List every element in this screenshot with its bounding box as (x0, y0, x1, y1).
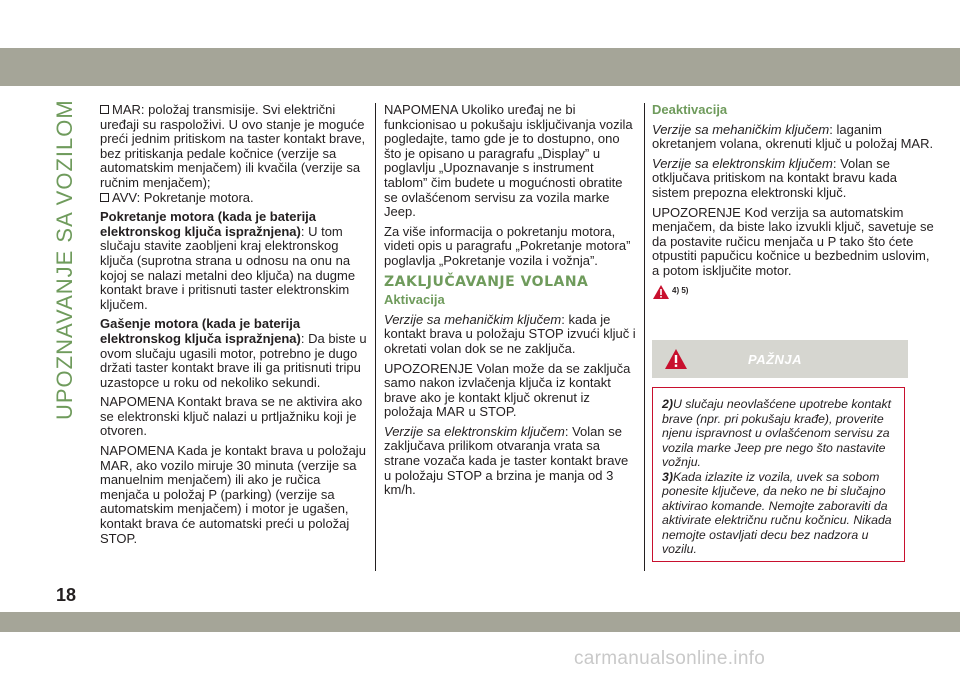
paragraph-electronic-unlock: Verzije sa elektronskim ključem: Volan se otključava pritiskom na kontakt bravu kada sistem prepozna elektronski ključ. (652, 155, 897, 200)
paragraph-stop-engine: Gašenje motora (kada je baterija elektronskog ključa ispražnjena): Da biste u ovom slučaju ugasili motor, potrebno je dugo držati taster kontakt brave ili ga pritisnuti tripu uzastopce u roku od nekoliko sekundi. (100, 316, 367, 390)
paragraph-electronic-key: Verzije sa elektronskim ključem: Volan se zaključava prilikom otvaranja vrata sa strane vozača kada je taster kontakt brave u položaju STOP a brzina je manja od 3 km/h. (384, 423, 629, 498)
warning-automatic: UPOZORENJE Kod verzija sa automatskim menjačem, da biste lako izvukli ključ, savetuje se da postavite ručicu menjača u P tako što ćete otpustiti papučicu kočnice u bezbednim uslovim, a potom isključite motor. (652, 204, 934, 278)
alert-item-2: 2)U slučaju neovlašćene upotrebe kontakt brave (npr. pri pokušaju krađe), proverite njenu ispravnost u ovlašćenom servisu za vozila marke Jeep pre nego što nastavite vožnju. (662, 397, 892, 469)
page-number: 18 (56, 585, 77, 605)
warning-lock: UPOZORENJE Volan može da se zaključa samo nakon izvlačenja ključa iz kontakt brave ako je kontakt ključ okrenut iz položaja MAR u STOP. (384, 360, 631, 420)
paragraph-mechanical-unlock: Verzije sa mehaničkim ključem: laganim okretanjem volana, okrenuti ključ u položaj MAR. (652, 121, 934, 152)
column-divider-1 (375, 103, 376, 571)
column-1 (100, 103, 368, 551)
subheading-deactivation: Deaktivacija (652, 102, 728, 117)
alert-item-3: 3)Kada izlazite iz vozila, uvek sa sobom ponesite ključeve, da neko ne bi slučajno aktivirao komande. Nemojte zaboraviti da aktivirate električnu ručnu kočnicu. Nikada nemojte ostavljati decu bez nadzora u vozilu. (662, 469, 892, 556)
warning-triangle-icon (664, 348, 688, 370)
column-divider-2 (644, 103, 645, 571)
paragraph-mechanical-key: Verzije sa mehaničkim ključem: kada je kontakt brava u položaju STOP izvući ključ i okretati volan dok se ne zaključa. (384, 311, 636, 356)
section-heading: ZAKLJUČAVANJE VOLANA (384, 273, 589, 290)
paragraph-more-info: Za više informacija o pokretanju motora, videti opis u paragrafu „Pokretanje motora” poglavlja „Pokretanje vozila i vožnja”. (384, 223, 631, 268)
alert-header (652, 340, 908, 378)
watermark: carmanualsonline.info (574, 648, 766, 669)
header-area (0, 0, 960, 87)
column-3 (652, 103, 938, 300)
alert-content (652, 387, 905, 562)
checkbox-bullet-icon (100, 193, 109, 202)
note-trunk: NAPOMENA Kontakt brava se ne aktivira ako se elektronski ključ nalazi u prtljažniku koji je otvoren. (100, 394, 363, 439)
header-strip (0, 48, 960, 86)
chapter-title: UPOZNAVANJE SA VOZILOM (52, 99, 77, 420)
footer-strip (0, 612, 960, 632)
bullet-avv: AVV: Pokretanje motora. (100, 191, 368, 206)
bullet-mar: MAR: položaj transmisije. Svi električni uređaji su raspoloživi. U ovo stanje je moguće preći jednim pritiskom na taster kontakt brave, bez pritiskanja pedale kočnice (verzije sa automatskim menjačem) ili kvačila (verzije sa ručnim menjačem); (100, 102, 366, 190)
note-display: NAPOMENA Ukoliko uređaj ne bi funkcionisao u pokušaju isključivanja vozila pogledajte, tamo gde je to dostupno, ono što je opisano u paragrafu „Display” u poglavlju „Upoznavanje s instrument tablom” čim budete u mogućnosti obratite se ovlašćenom servisu za vozila marke Jeep. (384, 102, 633, 220)
subheading-activation: Aktivacija (384, 292, 445, 308)
note-mar-timeout: NAPOMENA Kada je kontakt brava u položaju MAR, ako vozilo miruje 30 minuta (verzije sa manuelnim menjačem) ili ako je ručica menjača u položaj P (parking) (verzije sa automatskim menjačem) i motor je ugašen, kontakt brava će automatski preći u položaj STOP. (100, 443, 366, 546)
warning-triangle-icon (652, 284, 670, 300)
warning-reference: 4) 5) (652, 284, 938, 300)
checkbox-bullet-icon (100, 105, 109, 114)
paragraph-start-engine: Pokretanje motora (kada je baterija elektronskog ključa ispražnjena): U tom slučaju stavite zaobljeni kraj elektronskog ključa (suprotna strana u odnosu na onu na kojoj se nalazi metalni deo ključa) na dugme kontakt brave i pritisnuti taster elektronskim ključem. (100, 209, 356, 312)
alert-title: PAŽNJA (748, 352, 803, 367)
column-2 (384, 103, 638, 503)
